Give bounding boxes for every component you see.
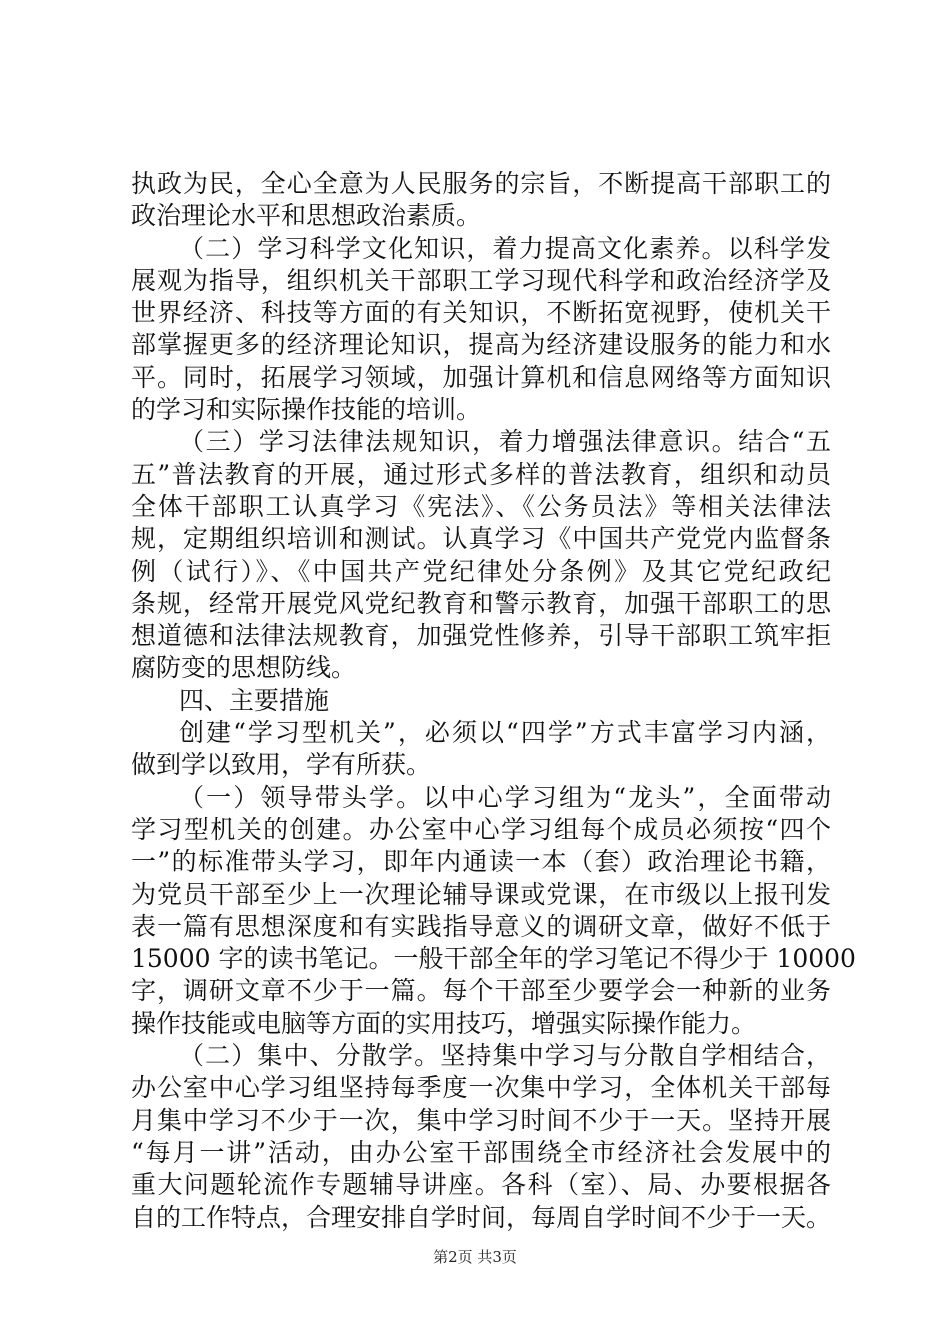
text-line: （二）集中、分散学。坚持集中学习与分散自学相结合， — [179, 1041, 831, 1071]
text-line: 为党员干部至少上一次理论辅导课或党课，在市级以上报刊发 — [131, 879, 831, 909]
text-line: 政治理论水平和思想政治素质。 — [131, 201, 482, 231]
text-line: 创建“学习型机关”，必须以“四学”方式丰富学习内涵， — [179, 718, 831, 748]
text-line: 学习型机关的创建。办公室中心学习组每个成员必须按“四个 — [131, 814, 831, 844]
text-line: 想道德和法律法规教育，加强党性修养，引导干部职工筑牢拒 — [131, 621, 831, 651]
text-line: 例（试行）》、《中国共产党纪律处分条例》及其它党纪政纪 — [131, 556, 831, 586]
page-number-footer: 第2页 共3页 — [433, 1248, 517, 1266]
text-line: 月集中学习不少于一次，集中学习时间不少于一天。坚持开展 — [131, 1105, 831, 1135]
text-line: “每月一讲”活动，由办公室干部围绕全市经济社会发展中的 — [131, 1137, 831, 1167]
text-line: 15000 字的读书笔记。一般干部全年的学习笔记不得少于 10000 — [131, 944, 856, 974]
text-line: 表一篇有思想深度和有实践指导意义的调研文章，做好不低于 — [131, 911, 831, 941]
text-line: 部掌握更多的经济理论知识，提高为经济建设服务的能力和水 — [131, 330, 831, 360]
text-line: 做到学以致用，学有所获。 — [131, 750, 432, 780]
text-line: 世界经济、科技等方面的有关知识，不断拓宽视野，使机关干 — [131, 298, 831, 328]
text-line: 办公室中心学习组坚持每季度一次集中学习，全体机关干部每 — [131, 1073, 831, 1103]
text-line: （一）领导带头学。以中心学习组为“龙头”，全面带动 — [179, 782, 831, 812]
text-line: 执政为民，全心全意为人民服务的宗旨，不断提高干部职工的 — [131, 169, 831, 198]
text-line: 规，定期组织培训和测试。认真学习《中国共产党党内监督条 — [131, 524, 831, 554]
text-line: 自的工作特点，合理安排自学时间，每周自学时间不少于一天。 — [131, 1202, 832, 1232]
text-line: 腐防变的思想防线。 — [131, 653, 357, 683]
text-line: 操作技能或电脑等方面的实用技巧，增强实际操作能力。 — [131, 1008, 757, 1038]
text-line: 平。同时，拓展学习领域，加强计算机和信息网络等方面知识 — [131, 362, 831, 392]
text-line: （三）学习法律法规知识，着力增强法律意识。结合“五 — [179, 427, 831, 457]
text-line: 一”的标准带头学习，即年内通读一本（套）政治理论书籍， — [131, 847, 831, 877]
text-line: （二）学习科学文化知识，着力提高文化素养。以科学发 — [179, 233, 831, 263]
text-line: 字，调研文章不少于一篇。每个干部至少要学会一种新的业务 — [131, 976, 831, 1006]
text-line: 五”普法教育的开展，通过形式多样的普法教育，组织和动员 — [131, 459, 831, 489]
text-line: 条规，经常开展党风党纪教育和警示教育，加强干部职工的思 — [131, 588, 831, 618]
text-line: 重大问题轮流作专题辅导讲座。各科（室）、局、办要根据各 — [131, 1170, 831, 1200]
text-line: 四、主要措施 — [179, 685, 330, 715]
text-line: 展观为指导，组织机关干部职工学习现代科学和政治经济学及 — [131, 265, 831, 295]
text-line: 全体干部职工认真学习《宪法》、《公务员法》等相关法律法 — [131, 491, 831, 521]
text-line: 的学习和实际操作技能的培训。 — [131, 395, 482, 425]
document-body — [131, 168, 856, 1234]
